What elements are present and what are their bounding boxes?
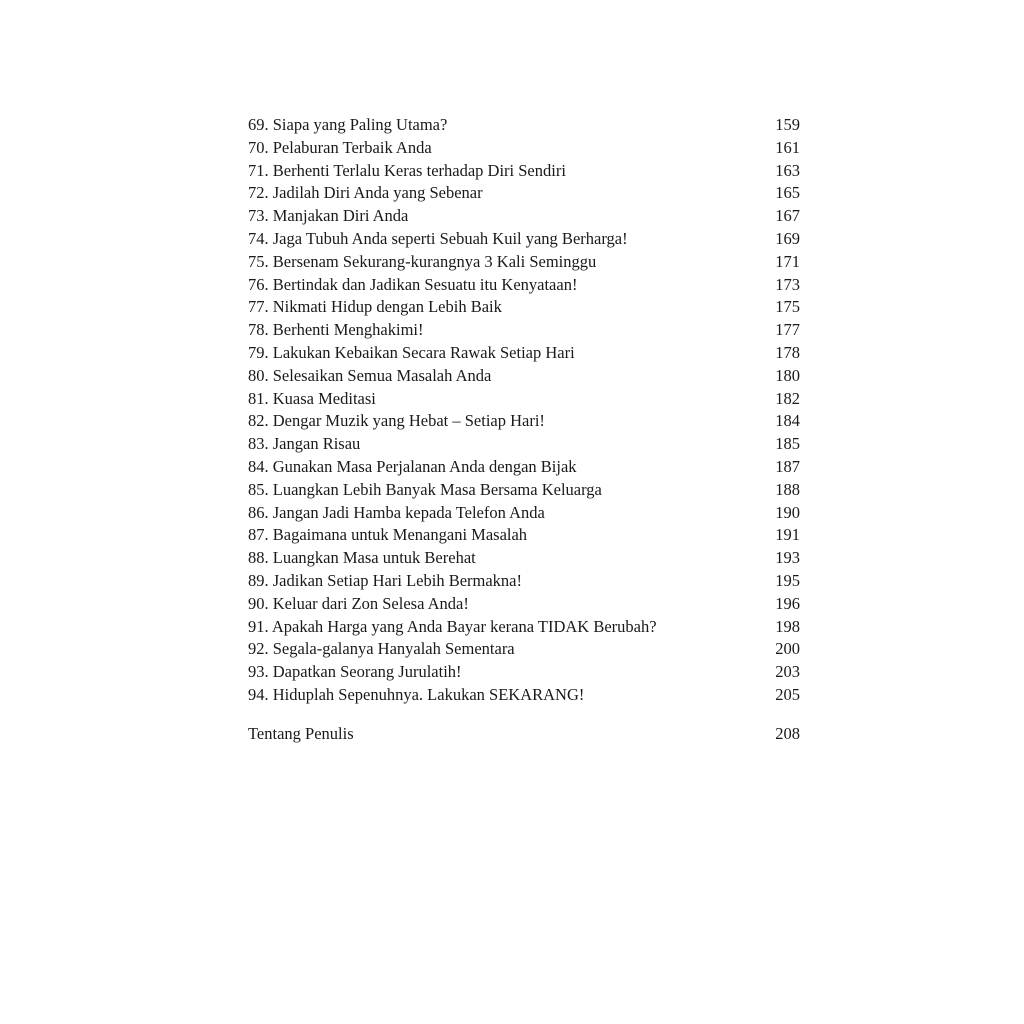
toc-entry-title: 78. Berhenti Menghakimi! [248,320,424,340]
toc-entry-title: 85. Luangkan Lebih Banyak Masa Bersama Keluarga [248,479,602,499]
toc-entry [248,342,800,365]
toc-entry-title: Tentang Penulis [248,723,354,743]
toc-entry-page-number: 173 [775,274,800,294]
toc-entry [248,638,800,661]
toc-entry-title: 74. Jaga Tubuh Anda seperti Sebuah Kuil yang Berharga! [248,228,628,248]
toc-entry-title: 89. Jadikan Setiap Hari Lebih Bermakna! [248,570,522,590]
toc-entry [248,365,800,388]
toc-entry-title: 86. Jangan Jadi Hamba kepada Telefon Anda [248,502,545,522]
toc-entry-title: 69. Siapa yang Paling Utama? [248,115,448,134]
toc-entry-title: 80. Selesaikan Semua Masalah Anda [248,365,492,385]
toc-entry-page-number: 180 [775,365,800,385]
toc-entry-page-number: 193 [775,548,800,568]
toc-entry [248,160,800,183]
table-of-contents [248,114,800,746]
toc-entry-page-number: 200 [775,639,800,659]
toc-entry [248,524,800,547]
toc-entry-page-number: 188 [775,479,800,499]
toc-entry-list [248,114,800,707]
toc-entry-title: 93. Dapatkan Seorang Jurulatih! [248,662,462,682]
toc-entry-title: 90. Keluar dari Zon Selesa Anda! [248,593,469,613]
toc-entry-page-number: 182 [775,388,800,408]
toc-entry-page-number: 177 [775,320,800,340]
toc-entry [248,137,800,160]
toc-entry-page-number: 196 [775,593,800,613]
toc-entry [248,616,800,639]
toc-entry [248,456,800,479]
toc-entry-title: 92. Segala-galanya Hanyalah Sementara [248,639,515,659]
toc-entry-page-number: 208 [775,723,800,743]
toc-entry-title: 79. Lakukan Kebaikan Secara Rawak Setiap Hari [248,342,575,362]
toc-entry-page-number: 184 [775,411,800,431]
toc-entry-page-number: 190 [775,502,800,522]
toc-entry-page-number: 163 [775,160,800,180]
toc-entry [248,502,800,525]
toc-entry [248,296,800,319]
toc-entry-page-number: 187 [775,456,800,476]
toc-entry [248,182,800,205]
toc-entry [248,319,800,342]
toc-entry-page-number: 169 [775,228,800,248]
toc-entry [248,114,800,137]
toc-entry-page-number: 205 [775,684,800,704]
toc-entry-title: 77. Nikmati Hidup dengan Lebih Baik [248,297,502,317]
toc-entry-title: 83. Jangan Risau [248,434,361,454]
toc-entry [248,388,800,411]
toc-entry-about-author [248,723,800,746]
toc-entry [248,661,800,684]
toc-entry [248,593,800,616]
toc-entry [248,479,800,502]
toc-entry-title: 82. Dengar Muzik yang Hebat – Setiap Hari! [248,411,545,431]
toc-entry-page-number: 165 [775,183,800,203]
toc-entry-title: 73. Manjakan Diri Anda [248,206,409,226]
toc-entry [248,251,800,274]
toc-entry-page-number: 203 [775,662,800,682]
toc-entry [248,684,800,707]
toc-entry-title: 84. Gunakan Masa Perjalanan Anda dengan Bijak [248,456,577,476]
toc-entry-page-number: 185 [775,434,800,454]
toc-entry-title: 72. Jadilah Diri Anda yang Sebenar [248,183,483,203]
toc-entry-page-number: 191 [775,525,800,545]
toc-entry-title: 94. Hiduplah Sepenuhnya. Lakukan SEKARANG! [248,684,585,704]
toc-entry-title: 91. Apakah Harga yang Anda Bayar kerana TIDAK Berubah? [248,616,657,636]
toc-entry [248,570,800,593]
toc-entry-page-number: 171 [775,251,800,271]
toc-entry [248,547,800,570]
toc-entry-page-number: 195 [775,570,800,590]
toc-entry-title: 71. Berhenti Terlalu Keras terhadap Diri Sendiri [248,160,566,180]
toc-entry-title: 87. Bagaimana untuk Menangani Masalah [248,525,528,545]
toc-entry-title: 75. Bersenam Sekurang-kurangnya 3 Kali Seminggu [248,251,597,271]
toc-entry-page-number: 159 [775,115,800,134]
toc-entry-title: 70. Pelaburan Terbaik Anda [248,137,432,157]
toc-entry-title: 81. Kuasa Meditasi [248,388,376,408]
toc-entry-page-number: 161 [775,137,800,157]
toc-entry-page-number: 175 [775,297,800,317]
toc-entry [248,433,800,456]
toc-entry-title: 88. Luangkan Masa untuk Berehat [248,548,476,568]
toc-entry-page-number: 198 [775,616,800,636]
toc-entry-page-number: 178 [775,342,800,362]
toc-entry-title: 76. Bertindak dan Jadikan Sesuatu itu Kenyataan! [248,274,578,294]
toc-entry-page-number: 167 [775,206,800,226]
toc-entry [248,410,800,433]
toc-entry [248,228,800,251]
toc-entry [248,274,800,297]
toc-entry [248,205,800,228]
